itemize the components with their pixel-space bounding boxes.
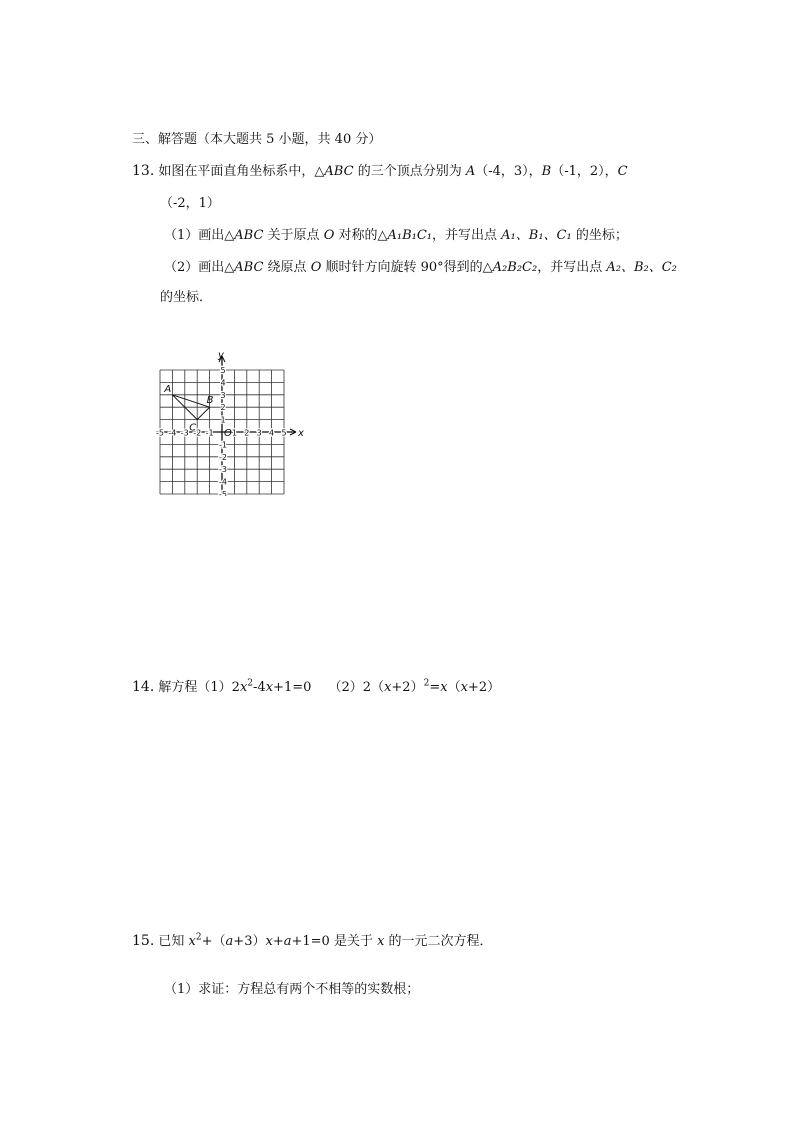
question-15: 15. 已知 $x^2+(a+3)x+a+1=0$ 是关于 x 的一元二次方程． <box>132 932 493 949</box>
vertex-label: A <box>164 383 172 395</box>
x-tick-label: 3 <box>256 428 262 438</box>
y-tick-label: -3 <box>219 465 227 475</box>
y-tick-label: -5 <box>219 490 227 496</box>
y-axis-label: y <box>218 350 224 361</box>
x-tick-label: -4 <box>168 428 177 438</box>
x-tick-label: -3 <box>180 428 189 438</box>
vertex-label: C <box>189 422 197 434</box>
y-tick-label: 3 <box>220 390 226 400</box>
question-number: 14. <box>132 679 155 695</box>
coordinate-grid <box>156 344 306 496</box>
question-13-part-2-continued: 的坐标． <box>160 290 213 305</box>
x-tick-label: 5 <box>281 428 287 438</box>
coordinate-grid-figure <box>156 344 306 496</box>
x-tick-label: -1 <box>205 428 214 438</box>
question-number: 13. <box>132 163 155 179</box>
question-15-part-1: （1）求证：方程总有两个不相等的实数根； <box>164 982 420 997</box>
y-tick-label: -2 <box>219 452 227 462</box>
origin-label: O <box>224 428 232 439</box>
x-tick-label: -5 <box>156 428 164 438</box>
x-tick-label: 4 <box>269 428 275 438</box>
question-13-part-2: （2）画出△ABC 绕原点 O 顺时针方向旋转 90°得到的△A₂B₂C₂，并写出点 A₂、B₂、C₂ <box>164 260 677 275</box>
section-title: 三、解答题（本大题共 5 小题，共 40 分） <box>132 132 382 147</box>
x-tick-label: 1 <box>231 428 237 438</box>
question-13-part-1: （1）画出△ABC 关于原点 O 对称的△A₁B₁C₁，并写出点 A₁、B₁、C₁ 的坐标； <box>164 228 628 243</box>
y-tick-label: 1 <box>220 415 226 425</box>
x-tick-label: -2 <box>193 428 202 438</box>
question-14: 14. 解方程$(1)2x^2-4x+1=0$ $(2)2(x+2)^2=x(x+2)$ <box>132 678 501 695</box>
question-13-stem-continued: （-2，1） <box>160 196 220 211</box>
y-tick-label: 5 <box>220 366 226 375</box>
y-tick-label: -1 <box>219 440 227 450</box>
question-number: 15. <box>132 933 155 949</box>
x-tick-label: 2 <box>244 428 250 438</box>
y-tick-label: 4 <box>220 378 226 388</box>
y-tick-label: -4 <box>219 477 227 487</box>
question-13-stem: 13. 如图在平面直角坐标系中，△ABC 的三个顶点分别为 A（-4，3），B（-1，2），C <box>132 163 628 179</box>
x-axis-label: x <box>298 428 304 439</box>
y-tick-label: 2 <box>220 403 226 413</box>
vertex-label: B <box>206 395 214 407</box>
